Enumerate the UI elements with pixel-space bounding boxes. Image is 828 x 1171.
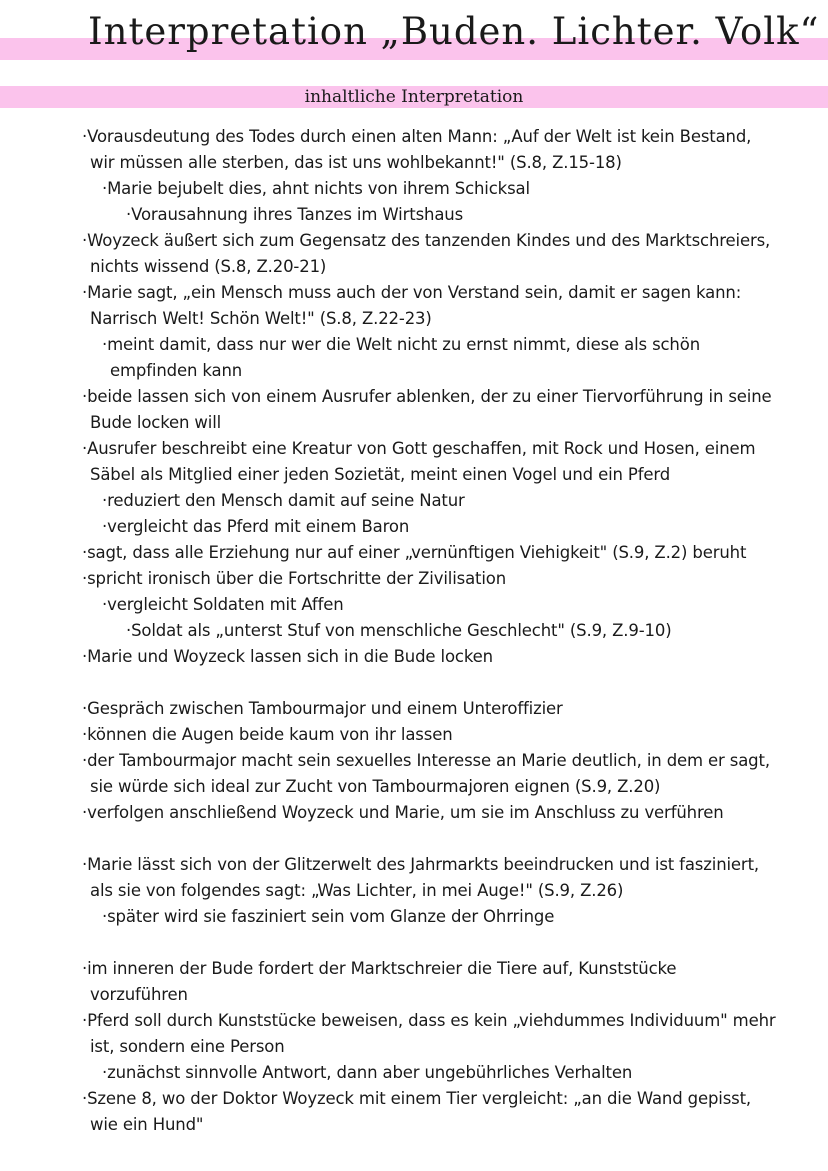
bullet-line: ·beide lassen sich von einem Ausrufer ablenken, der zu einer Tiervorführung in seine	[82, 387, 772, 406]
bullet-item	[82, 852, 822, 904]
bullet-continuation-line: Säbel als Mitglied einer jeden Sozietät, meint einen Vogel und ein Pferd	[90, 465, 671, 484]
bullet-item	[82, 332, 822, 384]
bullet-item	[82, 566, 822, 592]
bullet-item	[82, 696, 822, 722]
page-title: Interpretation „Buden. Lichter. Volk“	[88, 10, 820, 53]
bullet-line: ·reduziert den Mensch damit auf seine Natur	[102, 491, 465, 510]
bullet-line: ·verfolgen anschließend Woyzeck und Marie, um sie im Anschluss zu verführen	[82, 803, 724, 822]
bullet-item	[82, 904, 822, 930]
bullet-item	[82, 280, 822, 332]
bullet-line: ·Pferd soll durch Kunststücke beweisen, dass es kein „viehdummes Individuum" mehr	[82, 1011, 776, 1030]
bullet-continuation-line: als sie von folgendes sagt: „Was Lichter, in mei Auge!" (S.9, Z.26)	[90, 881, 624, 900]
bullet-line: ·Marie bejubelt dies, ahnt nichts von ihrem Schicksal	[102, 179, 530, 198]
bullet-item	[82, 176, 822, 202]
bullet-item	[82, 384, 822, 436]
notes-block	[82, 696, 822, 826]
bullet-continuation-line: Bude locken will	[90, 413, 222, 432]
notes-block	[82, 956, 822, 1138]
bullet-line: ·können die Augen beide kaum von ihr lassen	[82, 725, 453, 744]
bullet-continuation-line: vorzuführen	[90, 985, 188, 1004]
bullet-line: ·meint damit, dass nur wer die Welt nicht zu ernst nimmt, diese als schön	[102, 335, 700, 354]
bullet-item	[82, 748, 822, 800]
bullet-line: ·Marie sagt, „ein Mensch muss auch der von Verstand sein, damit er sagen kann:	[82, 283, 742, 302]
bullet-item	[82, 592, 822, 618]
bullet-item	[82, 800, 822, 826]
bullet-item	[82, 540, 822, 566]
bullet-item	[82, 644, 822, 670]
bullet-line: ·Marie lässt sich von der Glitzerwelt des Jahrmarkts beeindrucken und ist fasziniert,	[82, 855, 759, 874]
bullet-line: ·vergleicht Soldaten mit Affen	[102, 595, 344, 614]
section-subtitle: inhaltliche Interpretation	[304, 87, 524, 107]
bullet-line: ·Vorausahnung ihres Tanzes im Wirtshaus	[126, 205, 464, 224]
bullet-continuation-line: empfinden kann	[110, 361, 243, 380]
bullet-continuation-line: wir müssen alle sterben, das ist uns wohlbekannt!" (S.8, Z.15-18)	[90, 153, 622, 172]
notes-content	[82, 124, 822, 1138]
bullet-line: ·später wird sie fasziniert sein vom Glanze der Ohrringe	[102, 907, 555, 926]
bullet-item	[82, 618, 822, 644]
bullet-line: ·zunächst sinnvolle Antwort, dann aber ungebührliches Verhalten	[102, 1063, 633, 1082]
bullet-continuation-line: Narrisch Welt! Schön Welt!" (S.8, Z.22-23)	[90, 309, 432, 328]
bullet-line: ·Gespräch zwischen Tambourmajor und einem Unteroffizier	[82, 699, 563, 718]
bullet-item	[82, 1008, 822, 1060]
bullet-line: ·im inneren der Bude fordert der Marktschreier die Tiere auf, Kunststücke	[82, 959, 677, 978]
bullet-item	[82, 228, 822, 280]
bullet-item	[82, 202, 822, 228]
bullet-item	[82, 1086, 822, 1138]
bullet-item	[82, 956, 822, 1008]
bullet-item	[82, 436, 822, 488]
bullet-line: ·spricht ironisch über die Fortschritte der Zivilisation	[82, 569, 507, 588]
bullet-item	[82, 124, 822, 176]
bullet-line: ·Soldat als „unterst Stuf von menschliche Geschlecht" (S.9, Z.9-10)	[126, 621, 672, 640]
bullet-line: ·Woyzeck äußert sich zum Gegensatz des tanzenden Kindes und des Marktschreiers,	[82, 231, 771, 250]
bullet-line: ·Szene 8, wo der Doktor Woyzeck mit einem Tier vergleicht: „an die Wand gepisst,	[82, 1089, 752, 1108]
bullet-line: ·Marie und Woyzeck lassen sich in die Bude locken	[82, 647, 493, 666]
bullet-item	[82, 1060, 822, 1086]
notes-block	[82, 124, 822, 670]
bullet-continuation-line: wie ein Hund"	[90, 1115, 204, 1134]
bullet-line: ·Vorausdeutung des Todes durch einen alten Mann: „Auf der Welt ist kein Bestand,	[82, 127, 752, 146]
bullet-line: ·sagt, dass alle Erziehung nur auf einer „vernünftigen Viehigkeit" (S.9, Z.2) beruht	[82, 543, 747, 562]
bullet-continuation-line: ist, sondern eine Person	[90, 1037, 285, 1056]
bullet-item	[82, 722, 822, 748]
bullet-line: ·vergleicht das Pferd mit einem Baron	[102, 517, 410, 536]
bullet-continuation-line: sie würde sich ideal zur Zucht von Tambourmajoren eignen (S.9, Z.20)	[90, 777, 661, 796]
bullet-item	[82, 488, 822, 514]
bullet-item	[82, 514, 822, 540]
bullet-continuation-line: nichts wissend (S.8, Z.20-21)	[90, 257, 327, 276]
bullet-line: ·Ausrufer beschreibt eine Kreatur von Gott geschaffen, mit Rock und Hosen, einem	[82, 439, 756, 458]
notes-block	[82, 852, 822, 930]
bullet-line: ·der Tambourmajor macht sein sexuelles Interesse an Marie deutlich, in dem er sagt,	[82, 751, 770, 770]
